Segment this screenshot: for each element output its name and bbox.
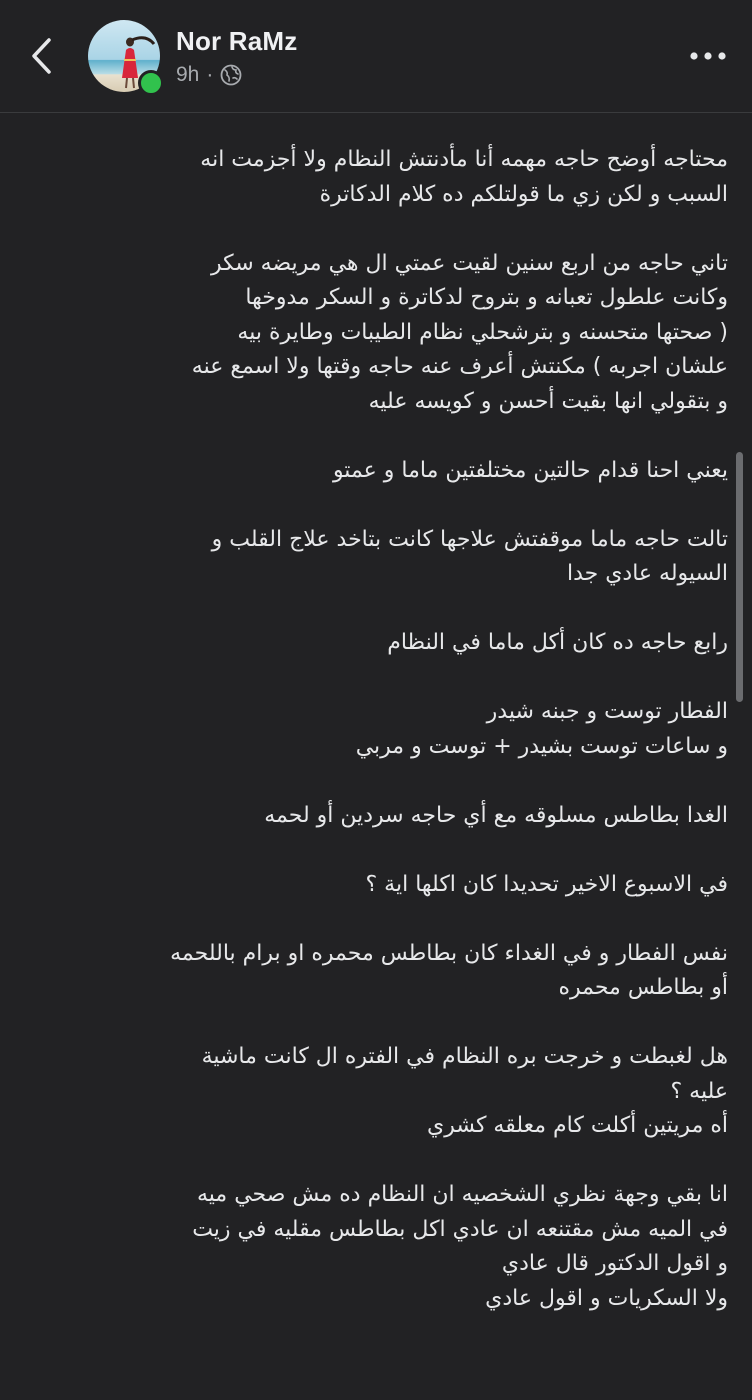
author-avatar[interactable] <box>88 20 160 92</box>
post-text-line: السيوله عادي جدا <box>566 561 728 586</box>
post-paragraph <box>88 143 728 212</box>
post-text-line: الغدا بطاطس مسلوقه مع أي حاجه سردين أو لحمه <box>264 802 728 828</box>
post-text-line: تاني حاجه من اربع سنين لقيت عمتي ال هي مريضه سكر <box>210 250 728 276</box>
post-paragraph <box>88 523 728 592</box>
globe-icon[interactable] <box>220 64 242 86</box>
post-paragraph <box>88 868 728 903</box>
post-text-line: و اقول الدكتور قال عادي <box>501 1251 728 1276</box>
post-text-line: السبب و لكن زي ما قولتلكم ده كلام الدكاترة <box>319 181 728 207</box>
post-text-line: في الميه مش مقتنعه ان عادي اكل بطاطس مقليه في زيت <box>192 1216 728 1242</box>
post-paragraph <box>88 1178 728 1316</box>
post-text-line: أو بطاطس محمره <box>558 975 728 1000</box>
post-text-line: يعني احنا قدام حالتين مختلفتين ماما و عمتو <box>332 457 728 483</box>
post-text-line: ( صحتها متحسنه و بترشحلي نظام الطيبات وطايرة بيه <box>237 319 728 345</box>
post-text-line: في الاسبوع الاخير تحديدا كان اكلها اية ؟ <box>365 871 728 897</box>
post-text-line: أه مريتين أكلت كام معلقه كشري <box>426 1113 728 1138</box>
post-paragraph <box>88 454 728 489</box>
post-text-line: عليه ؟ <box>670 1078 728 1104</box>
meta-separator: · <box>206 63 214 86</box>
post-paragraph <box>88 937 728 1006</box>
back-button[interactable] <box>22 34 62 78</box>
post-text-line: نفس الفطار و في الغداء كان بطاطس محمره او برام باللحمه <box>170 940 728 966</box>
post-paragraph <box>88 626 728 661</box>
post-paragraph <box>88 1040 728 1144</box>
chevron-left-icon <box>22 34 62 78</box>
more-horizontal-icon <box>686 42 730 70</box>
post-text-line: ولا السكريات و اقول عادي <box>485 1285 728 1311</box>
post-text-line: انا بقي وجهة نظري الشخصيه ان النظام ده مش صحي ميه <box>197 1182 728 1207</box>
more-options-button[interactable] <box>686 42 730 70</box>
post-text-line: تالت حاجه ماما موقفتش علاجها كانت بتاخد علاج القلب و <box>211 526 728 552</box>
author-name[interactable]: Nor RaMz <box>176 26 298 56</box>
post-text-line: محتاجه أوضح حاجه مهمه أنا مأدنتش النظام ولا أجزمت انه <box>200 147 728 172</box>
post-text-line: رابع حاجه ده كان أكل ماما في النظام <box>387 630 728 655</box>
online-status-indicator <box>138 70 164 96</box>
post-text-line: و ساعات توست بشيدر + توست و مربي <box>355 733 728 759</box>
post-paragraph <box>88 799 728 834</box>
post-meta <box>176 62 242 88</box>
post-time[interactable]: 9h <box>176 63 200 86</box>
post-text-line: هل لغبطت و خرجت بره النظام في الفتره ال كانت ماشية <box>201 1044 728 1069</box>
post-text-line: علشان اجربه ) مكنتش أعرف عنه حاجه وقتها ولا اسمع عنه <box>191 354 728 379</box>
post-text-line: وكانت علطول تعبانه و بتروح لدكاترة و السكر مدوخها <box>245 285 728 310</box>
scrollbar[interactable] <box>736 452 743 702</box>
post-paragraph <box>88 695 728 764</box>
post-text-line: و بتقولي انها بقيت أحسن و كويسه عليه <box>368 388 728 414</box>
post-text-line: الفطار توست و جبنه شيدر <box>486 699 728 724</box>
post-paragraph <box>88 247 728 420</box>
post-header <box>0 0 752 113</box>
post-text <box>88 143 728 1351</box>
